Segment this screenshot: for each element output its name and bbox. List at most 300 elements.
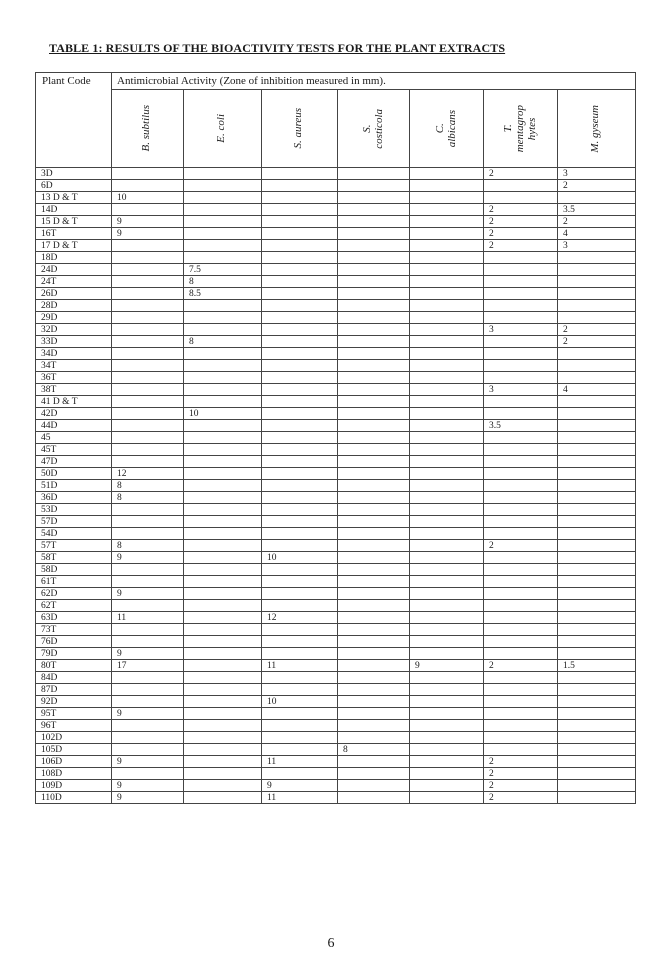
organism-header: [558, 90, 636, 168]
table-row: [36, 516, 636, 528]
inhibition-zone-cell: 2: [484, 228, 558, 240]
inhibition-zone-cell: [484, 516, 558, 528]
inhibition-zone-cell: [262, 372, 338, 384]
inhibition-zone-cell: [184, 612, 262, 624]
inhibition-zone-cell: [338, 444, 410, 456]
table-row: [36, 732, 636, 744]
table-row: [36, 216, 636, 228]
table-row: [36, 372, 636, 384]
inhibition-zone-cell: [410, 480, 484, 492]
inhibition-zone-cell: [558, 396, 636, 408]
inhibition-zone-cell: [112, 252, 184, 264]
inhibition-zone-cell: [184, 588, 262, 600]
inhibition-zone-cell: [558, 768, 636, 780]
inhibition-zone-cell: 8: [112, 492, 184, 504]
inhibition-zone-cell: [184, 468, 262, 480]
inhibition-zone-cell: 11: [262, 792, 338, 804]
inhibition-zone-cell: [338, 228, 410, 240]
inhibition-zone-cell: [184, 684, 262, 696]
inhibition-zone-cell: [262, 300, 338, 312]
inhibition-zone-cell: [410, 216, 484, 228]
table-row: [36, 420, 636, 432]
plant-code-cell: 34D: [36, 348, 112, 360]
table-row: [36, 264, 636, 276]
plant-code-cell: 110D: [36, 792, 112, 804]
inhibition-zone-cell: [262, 564, 338, 576]
inhibition-zone-cell: [112, 504, 184, 516]
inhibition-zone-cell: [558, 516, 636, 528]
inhibition-zone-cell: [338, 348, 410, 360]
table-row: [36, 756, 636, 768]
plant-code-cell: 24T: [36, 276, 112, 288]
inhibition-zone-cell: [262, 228, 338, 240]
inhibition-zone-cell: [338, 276, 410, 288]
organism-name-line: S. aureus: [291, 108, 304, 149]
inhibition-zone-cell: [558, 552, 636, 564]
plant-code-cell: 79D: [36, 648, 112, 660]
inhibition-zone-cell: [338, 480, 410, 492]
inhibition-zone-cell: [338, 588, 410, 600]
inhibition-zone-cell: 9: [112, 792, 184, 804]
table-row: [36, 720, 636, 732]
plant-code-cell: 57D: [36, 516, 112, 528]
inhibition-zone-cell: [112, 672, 184, 684]
inhibition-zone-cell: [338, 648, 410, 660]
inhibition-zone-cell: [484, 696, 558, 708]
inhibition-zone-cell: [262, 648, 338, 660]
plant-code-cell: 109D: [36, 780, 112, 792]
inhibition-zone-cell: [410, 600, 484, 612]
table-row: [36, 672, 636, 684]
inhibition-zone-cell: [184, 636, 262, 648]
inhibition-zone-cell: 8: [338, 744, 410, 756]
inhibition-zone-cell: [184, 180, 262, 192]
organism-name-line: S.: [360, 124, 373, 133]
table-row: [36, 180, 636, 192]
inhibition-zone-cell: 3.5: [558, 204, 636, 216]
plant-code-cell: 47D: [36, 456, 112, 468]
table-row: [36, 204, 636, 216]
inhibition-zone-cell: [262, 516, 338, 528]
plant-code-cell: 50D: [36, 468, 112, 480]
inhibition-zone-cell: [410, 576, 484, 588]
inhibition-zone-cell: [338, 408, 410, 420]
inhibition-zone-cell: [338, 732, 410, 744]
inhibition-zone-cell: 8: [112, 540, 184, 552]
inhibition-zone-cell: [484, 492, 558, 504]
inhibition-zone-cell: [484, 528, 558, 540]
inhibition-zone-cell: [184, 540, 262, 552]
inhibition-zone-cell: [410, 588, 484, 600]
plant-code-cell: 45: [36, 432, 112, 444]
inhibition-zone-cell: [338, 312, 410, 324]
inhibition-zone-cell: 9: [410, 660, 484, 672]
inhibition-zone-cell: [558, 456, 636, 468]
table-row: [36, 408, 636, 420]
inhibition-zone-cell: 4: [558, 384, 636, 396]
inhibition-zone-cell: [338, 576, 410, 588]
inhibition-zone-cell: 10: [112, 192, 184, 204]
inhibition-zone-cell: [338, 192, 410, 204]
inhibition-zone-cell: [484, 348, 558, 360]
inhibition-zone-cell: [184, 384, 262, 396]
inhibition-zone-cell: [558, 528, 636, 540]
results-body: [36, 168, 636, 804]
plant-code-cell: 32D: [36, 324, 112, 336]
inhibition-zone-cell: [558, 648, 636, 660]
inhibition-zone-cell: [338, 708, 410, 720]
inhibition-zone-cell: [262, 204, 338, 216]
inhibition-zone-cell: [484, 264, 558, 276]
table-row: [36, 456, 636, 468]
inhibition-zone-cell: [558, 564, 636, 576]
inhibition-zone-cell: 2: [484, 756, 558, 768]
inhibition-zone-cell: 10: [262, 696, 338, 708]
inhibition-zone-cell: 2: [484, 204, 558, 216]
inhibition-zone-cell: [410, 420, 484, 432]
inhibition-zone-cell: [112, 240, 184, 252]
inhibition-zone-cell: [262, 360, 338, 372]
table-row: [36, 384, 636, 396]
inhibition-zone-cell: 9: [112, 228, 184, 240]
plant-code-cell: 17 D & T: [36, 240, 112, 252]
inhibition-zone-cell: 9: [112, 588, 184, 600]
inhibition-zone-cell: [112, 348, 184, 360]
table-row: [36, 312, 636, 324]
table-row: [36, 276, 636, 288]
inhibition-zone-cell: 9: [112, 216, 184, 228]
plant-code-cell: 44D: [36, 420, 112, 432]
table-row: [36, 492, 636, 504]
inhibition-zone-cell: [262, 768, 338, 780]
inhibition-zone-cell: [184, 360, 262, 372]
inhibition-zone-cell: [112, 312, 184, 324]
inhibition-zone-cell: [184, 660, 262, 672]
inhibition-zone-cell: [184, 492, 262, 504]
inhibition-zone-cell: 10: [184, 408, 262, 420]
inhibition-zone-cell: [558, 504, 636, 516]
table-row: [36, 588, 636, 600]
table-row: [36, 744, 636, 756]
inhibition-zone-cell: [112, 276, 184, 288]
inhibition-zone-cell: [184, 744, 262, 756]
inhibition-zone-cell: [410, 240, 484, 252]
inhibition-zone-cell: [262, 684, 338, 696]
inhibition-zone-cell: [262, 732, 338, 744]
inhibition-zone-cell: [262, 624, 338, 636]
inhibition-zone-cell: [484, 192, 558, 204]
plant-code-cell: 76D: [36, 636, 112, 648]
inhibition-zone-cell: [410, 180, 484, 192]
inhibition-zone-cell: [410, 504, 484, 516]
inhibition-zone-cell: [484, 300, 558, 312]
inhibition-zone-cell: [484, 720, 558, 732]
inhibition-zone-cell: [262, 576, 338, 588]
table-row: [36, 576, 636, 588]
inhibition-zone-cell: [484, 480, 558, 492]
inhibition-zone-cell: [410, 516, 484, 528]
inhibition-zone-cell: [338, 384, 410, 396]
inhibition-zone-cell: [410, 288, 484, 300]
inhibition-zone-cell: [338, 624, 410, 636]
inhibition-zone-cell: [410, 780, 484, 792]
inhibition-zone-cell: [338, 288, 410, 300]
inhibition-zone-cell: [410, 624, 484, 636]
inhibition-zone-cell: [262, 588, 338, 600]
table-row: [36, 696, 636, 708]
plant-code-header-spacer: [36, 90, 112, 168]
inhibition-zone-cell: [410, 612, 484, 624]
inhibition-zone-cell: [410, 708, 484, 720]
inhibition-zone-cell: [410, 456, 484, 468]
inhibition-zone-cell: [262, 420, 338, 432]
inhibition-zone-cell: [338, 636, 410, 648]
inhibition-zone-cell: [112, 384, 184, 396]
inhibition-zone-cell: [410, 528, 484, 540]
plant-code-cell: 36T: [36, 372, 112, 384]
inhibition-zone-cell: [262, 468, 338, 480]
inhibition-zone-cell: [262, 252, 338, 264]
inhibition-zone-cell: [184, 396, 262, 408]
inhibition-zone-cell: [558, 276, 636, 288]
organism-name: [292, 108, 308, 149]
inhibition-zone-cell: [484, 732, 558, 744]
table-row: [36, 564, 636, 576]
inhibition-zone-cell: [184, 480, 262, 492]
inhibition-zone-cell: 3.5: [484, 420, 558, 432]
plant-code-cell: 80T: [36, 660, 112, 672]
inhibition-zone-cell: [410, 636, 484, 648]
inhibition-zone-cell: [338, 660, 410, 672]
plant-code-header: Plant Code: [36, 73, 112, 90]
organism-name-line: E. coli: [214, 114, 227, 143]
inhibition-zone-cell: 3: [558, 168, 636, 180]
organism-header: [262, 90, 338, 168]
table-row: [36, 612, 636, 624]
inhibition-zone-cell: [184, 420, 262, 432]
inhibition-zone-cell: [410, 432, 484, 444]
bioactivity-results-table: [35, 72, 636, 804]
inhibition-zone-cell: [558, 612, 636, 624]
inhibition-zone-cell: [338, 252, 410, 264]
organism-name-line: mentagrop: [513, 104, 526, 153]
inhibition-zone-cell: [112, 336, 184, 348]
inhibition-zone-cell: [262, 216, 338, 228]
inhibition-zone-cell: [410, 276, 484, 288]
inhibition-zone-cell: [112, 732, 184, 744]
inhibition-zone-cell: [558, 300, 636, 312]
inhibition-zone-cell: [558, 348, 636, 360]
organism-name-line: C.: [433, 123, 446, 134]
inhibition-zone-cell: [338, 612, 410, 624]
table-row: [36, 636, 636, 648]
inhibition-zone-cell: [112, 768, 184, 780]
inhibition-zone-cell: [410, 396, 484, 408]
inhibition-zone-cell: [484, 396, 558, 408]
organism-header: [184, 90, 262, 168]
inhibition-zone-cell: [558, 576, 636, 588]
inhibition-zone-cell: [112, 408, 184, 420]
inhibition-zone-cell: [484, 312, 558, 324]
inhibition-zone-cell: [112, 204, 184, 216]
inhibition-zone-cell: 2: [484, 768, 558, 780]
plant-code-cell: 62D: [36, 588, 112, 600]
inhibition-zone-cell: [262, 504, 338, 516]
inhibition-zone-cell: [410, 192, 484, 204]
inhibition-zone-cell: [558, 252, 636, 264]
inhibition-zone-cell: 11: [262, 660, 338, 672]
inhibition-zone-cell: [184, 780, 262, 792]
inhibition-zone-cell: [262, 276, 338, 288]
inhibition-zone-cell: [558, 264, 636, 276]
inhibition-zone-cell: [184, 516, 262, 528]
organism-header: [338, 90, 410, 168]
inhibition-zone-cell: [410, 408, 484, 420]
organism-header: [410, 90, 484, 168]
inhibition-zone-cell: [484, 408, 558, 420]
inhibition-zone-cell: 10: [262, 552, 338, 564]
plant-code-cell: 95T: [36, 708, 112, 720]
plant-code-cell: 13 D & T: [36, 192, 112, 204]
inhibition-zone-cell: [558, 744, 636, 756]
inhibition-zone-cell: [410, 168, 484, 180]
inhibition-zone-cell: [484, 432, 558, 444]
inhibition-zone-cell: 2: [484, 540, 558, 552]
plant-code-cell: 51D: [36, 480, 112, 492]
inhibition-zone-cell: 4: [558, 228, 636, 240]
inhibition-zone-cell: [558, 684, 636, 696]
inhibition-zone-cell: [262, 636, 338, 648]
inhibition-zone-cell: [410, 768, 484, 780]
table-row: [36, 300, 636, 312]
inhibition-zone-cell: [262, 312, 338, 324]
inhibition-zone-cell: [484, 456, 558, 468]
inhibition-zone-cell: [410, 264, 484, 276]
plant-code-cell: 54D: [36, 528, 112, 540]
inhibition-zone-cell: [338, 600, 410, 612]
inhibition-zone-cell: [112, 324, 184, 336]
inhibition-zone-cell: [262, 348, 338, 360]
inhibition-zone-cell: [262, 492, 338, 504]
inhibition-zone-cell: [484, 684, 558, 696]
table-row: [36, 168, 636, 180]
inhibition-zone-cell: [184, 552, 262, 564]
table-row: [36, 192, 636, 204]
inhibition-zone-cell: [112, 180, 184, 192]
inhibition-zone-cell: 8: [184, 276, 262, 288]
inhibition-zone-cell: [338, 216, 410, 228]
inhibition-zone-cell: 11: [262, 756, 338, 768]
plant-code-cell: 18D: [36, 252, 112, 264]
organism-header: [484, 90, 558, 168]
inhibition-zone-cell: [558, 312, 636, 324]
inhibition-zone-cell: [184, 624, 262, 636]
inhibition-zone-cell: 3: [484, 384, 558, 396]
inhibition-zone-cell: [184, 216, 262, 228]
inhibition-zone-cell: [558, 192, 636, 204]
inhibition-zone-cell: [112, 624, 184, 636]
plant-code-cell: 108D: [36, 768, 112, 780]
inhibition-zone-cell: [484, 564, 558, 576]
inhibition-zone-cell: [410, 648, 484, 660]
plant-code-cell: 42D: [36, 408, 112, 420]
inhibition-zone-cell: [262, 720, 338, 732]
inhibition-zone-cell: 9: [112, 648, 184, 660]
table-row: [36, 252, 636, 264]
inhibition-zone-cell: [558, 720, 636, 732]
inhibition-zone-cell: [484, 648, 558, 660]
inhibition-zone-cell: [558, 492, 636, 504]
inhibition-zone-cell: [184, 600, 262, 612]
inhibition-zone-cell: [112, 456, 184, 468]
inhibition-zone-cell: [558, 708, 636, 720]
organism-name-line: B. subtilus: [139, 105, 152, 152]
inhibition-zone-cell: [262, 384, 338, 396]
inhibition-zone-cell: [484, 360, 558, 372]
inhibition-zone-cell: [558, 420, 636, 432]
inhibition-zone-cell: [338, 468, 410, 480]
inhibition-zone-cell: [262, 240, 338, 252]
plant-code-cell: 96T: [36, 720, 112, 732]
table-row: [36, 540, 636, 552]
inhibition-zone-cell: [484, 336, 558, 348]
inhibition-zone-cell: [262, 408, 338, 420]
inhibition-zone-cell: [338, 420, 410, 432]
inhibition-zone-cell: [410, 204, 484, 216]
inhibition-zone-cell: [410, 552, 484, 564]
inhibition-zone-cell: [410, 684, 484, 696]
inhibition-zone-cell: [262, 264, 338, 276]
inhibition-zone-cell: [484, 744, 558, 756]
inhibition-zone-cell: 2: [558, 180, 636, 192]
inhibition-zone-cell: [338, 528, 410, 540]
plant-code-cell: 63D: [36, 612, 112, 624]
inhibition-zone-cell: [262, 672, 338, 684]
plant-code-cell: 102D: [36, 732, 112, 744]
inhibition-zone-cell: [410, 312, 484, 324]
inhibition-zone-cell: [338, 792, 410, 804]
inhibition-zone-cell: [184, 252, 262, 264]
inhibition-zone-cell: [410, 720, 484, 732]
plant-code-cell: 16T: [36, 228, 112, 240]
inhibition-zone-cell: [112, 396, 184, 408]
inhibition-zone-cell: [262, 180, 338, 192]
inhibition-zone-cell: [410, 492, 484, 504]
organism-header-row: [36, 90, 636, 168]
table-title: TABLE 1: RESULTS OF THE BIOACTIVITY TESTS FOR THE PLANT EXTRACTS: [49, 41, 506, 55]
inhibition-zone-cell: [410, 300, 484, 312]
table-row: [36, 624, 636, 636]
inhibition-zone-cell: [338, 552, 410, 564]
plant-code-cell: 33D: [36, 336, 112, 348]
inhibition-zone-cell: [184, 312, 262, 324]
inhibition-zone-cell: [558, 624, 636, 636]
inhibition-zone-cell: [338, 336, 410, 348]
inhibition-zone-cell: 8: [184, 336, 262, 348]
organism-name-line: hytes: [525, 117, 538, 140]
inhibition-zone-cell: [338, 684, 410, 696]
table-row: [36, 684, 636, 696]
inhibition-zone-cell: [484, 588, 558, 600]
inhibition-zone-cell: [410, 372, 484, 384]
inhibition-zone-cell: [558, 288, 636, 300]
inhibition-zone-cell: [484, 600, 558, 612]
inhibition-zone-cell: [184, 300, 262, 312]
inhibition-zone-cell: [410, 468, 484, 480]
organism-header: [112, 90, 184, 168]
inhibition-zone-cell: [338, 504, 410, 516]
inhibition-zone-cell: [262, 324, 338, 336]
